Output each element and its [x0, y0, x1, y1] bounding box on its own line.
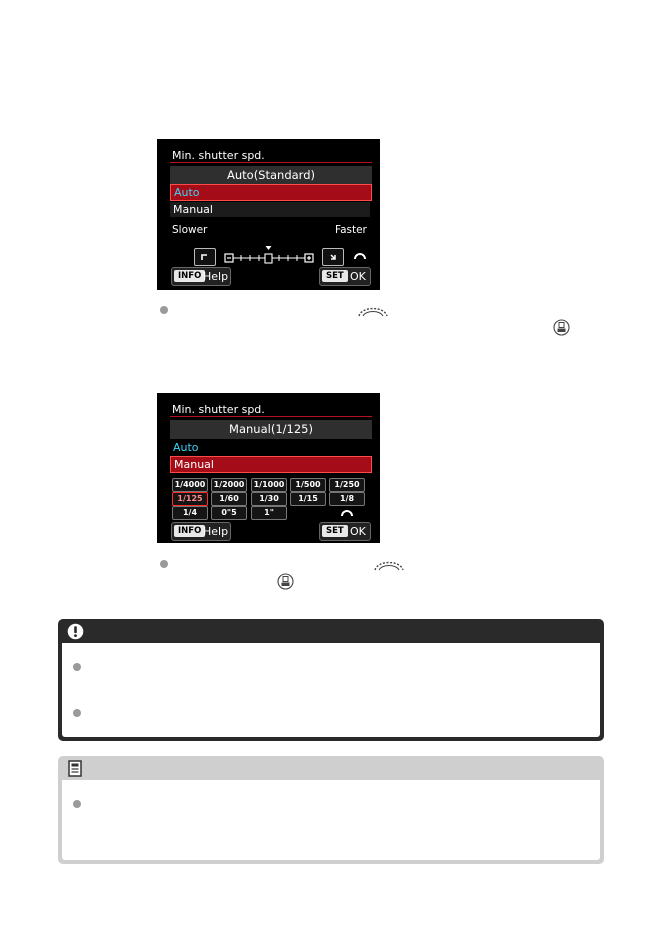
info-badge: INFO [174, 525, 205, 537]
faster-arrow-button[interactable] [322, 248, 344, 266]
set-button-icon [277, 573, 294, 590]
option-manual[interactable]: Manual [170, 456, 372, 473]
set-badge: SET [322, 270, 348, 282]
shutter-cell[interactable]: 1/250 [329, 478, 365, 492]
set-button-icon [553, 319, 570, 336]
bullet-icon [160, 306, 168, 314]
current-setting-value: Manual(1/125) [170, 420, 372, 439]
title-divider [170, 162, 372, 163]
quick-dial-icon [340, 508, 354, 518]
faster-label: Faster [335, 224, 367, 236]
set-badge: SET [322, 525, 348, 537]
info-help-button[interactable] [171, 267, 231, 286]
shutter-cell[interactable]: 1" [251, 506, 287, 520]
main-dial-icon [372, 556, 406, 572]
shutter-cell[interactable]: 1/15 [290, 492, 326, 506]
ok-label: OK [350, 525, 366, 538]
shutter-cell[interactable]: 1/60 [211, 492, 247, 506]
info-badge: INFO [174, 270, 205, 282]
option-manual[interactable]: Manual [170, 202, 370, 217]
screen-title: Min. shutter spd. [172, 403, 265, 416]
shutter-cell[interactable]: 0"5 [211, 506, 247, 520]
note-icon [68, 760, 82, 777]
info-help-button[interactable] [171, 522, 231, 541]
camera-screen-manual [157, 393, 380, 543]
quick-dial-icon [353, 251, 367, 261]
min-shutter-slider[interactable] [223, 243, 319, 267]
bullet-icon [73, 663, 81, 671]
current-setting-value: Auto(Standard) [170, 166, 372, 185]
title-divider [170, 416, 372, 417]
set-ok-button[interactable] [319, 522, 371, 541]
caution-icon [67, 623, 84, 640]
caution-box [58, 619, 604, 741]
help-label: Help [203, 270, 229, 283]
main-dial-icon [356, 302, 390, 318]
caution-content [62, 643, 600, 737]
arrow-down-right-icon [323, 249, 343, 265]
screen-title: Min. shutter spd. [172, 149, 265, 162]
shutter-cell[interactable]: 1/30 [251, 492, 287, 506]
help-label: Help [203, 525, 229, 538]
note-content [62, 780, 600, 860]
set-ok-button[interactable] [319, 267, 371, 286]
shutter-cell-selected[interactable]: 1/125 [172, 492, 208, 506]
slower-arrow-button[interactable] [194, 248, 216, 266]
note-box [58, 756, 604, 864]
option-auto[interactable]: Auto [173, 441, 199, 454]
shutter-cell[interactable]: 1/1000 [251, 478, 287, 492]
ok-label: OK [350, 270, 366, 283]
bullet-icon [160, 560, 168, 568]
shutter-cell[interactable]: 1/500 [290, 478, 326, 492]
shutter-cell[interactable]: 1/2000 [211, 478, 247, 492]
arrow-down-left-icon [195, 249, 215, 265]
shutter-cell[interactable]: 1/4000 [172, 478, 208, 492]
shutter-cell[interactable]: 1/8 [329, 492, 365, 506]
slower-label: Slower [172, 224, 208, 236]
option-auto[interactable]: Auto [170, 184, 372, 201]
bullet-icon [73, 709, 81, 717]
shutter-cell[interactable]: 1/4 [172, 506, 208, 520]
camera-screen-auto [157, 139, 380, 290]
bullet-icon [73, 800, 81, 808]
